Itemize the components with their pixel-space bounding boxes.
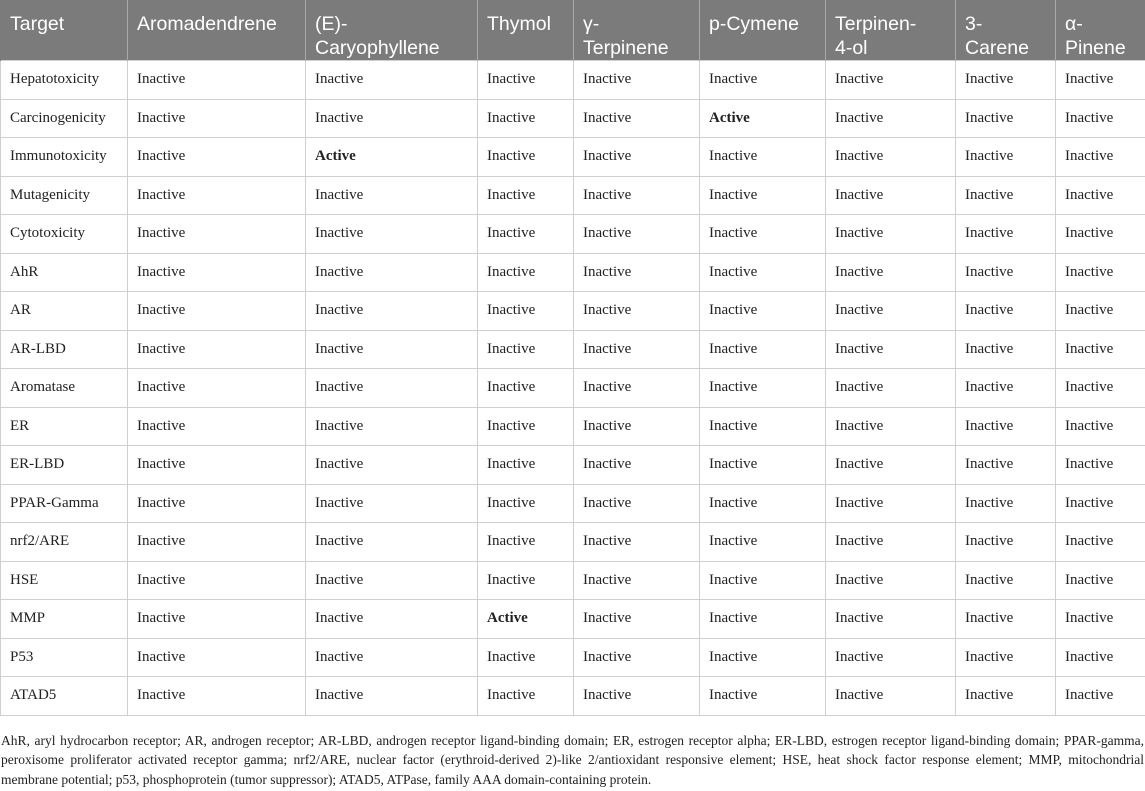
target-cell: Aromatase [1, 369, 128, 408]
activity-cell: Inactive [128, 677, 306, 716]
activity-cell: Inactive [956, 138, 1056, 177]
activity-cell: Inactive [306, 600, 478, 639]
activity-cell: Inactive [1056, 677, 1145, 716]
table-body [1, 61, 1145, 716]
activity-cell: Inactive [574, 484, 700, 523]
activity-cell: Inactive [700, 638, 826, 677]
table-row [1, 446, 1145, 485]
activity-cell: Inactive [700, 446, 826, 485]
target-cell: ER [1, 407, 128, 446]
activity-cell: Inactive [826, 138, 956, 177]
column-header-text: Caryophyllene [315, 37, 440, 59]
target-cell: ATAD5 [1, 677, 128, 716]
activity-cell: Inactive [306, 61, 478, 100]
activity-cell: Inactive [306, 484, 478, 523]
target-cell: HSE [1, 561, 128, 600]
column-header-text: Carene [965, 37, 1029, 59]
activity-cell: Inactive [1056, 253, 1145, 292]
column-header-text: Thymol [487, 13, 551, 35]
activity-cell: Inactive [700, 176, 826, 215]
activity-cell: Inactive [956, 484, 1056, 523]
activity-cell: Inactive [306, 330, 478, 369]
activity-cell: Inactive [700, 215, 826, 254]
activity-cell: Inactive [574, 407, 700, 446]
activity-cell: Inactive [700, 292, 826, 331]
activity-cell: Inactive [700, 369, 826, 408]
activity-cell: Inactive [956, 215, 1056, 254]
column-header-text: γ- [583, 13, 600, 35]
table-row [1, 561, 1145, 600]
activity-cell: Inactive [478, 446, 574, 485]
activity-cell: Inactive [478, 99, 574, 138]
activity-cell: Inactive [1056, 61, 1145, 100]
table-header-row [1, 0, 1145, 61]
activity-cell: Inactive [826, 99, 956, 138]
column-header-text: Pinene [1065, 37, 1126, 59]
activity-cell: Inactive [826, 253, 956, 292]
target-cell: Mutagenicity [1, 176, 128, 215]
activity-cell: Inactive [574, 600, 700, 639]
activity-cell: Inactive [574, 446, 700, 485]
activity-cell: Inactive [574, 523, 700, 562]
activity-cell: Inactive [128, 369, 306, 408]
activity-cell: Inactive [700, 484, 826, 523]
activity-cell: Inactive [826, 407, 956, 446]
column-header [306, 0, 478, 61]
activity-cell: Inactive [574, 176, 700, 215]
activity-cell: Inactive [826, 561, 956, 600]
activity-cell: Inactive [826, 677, 956, 716]
activity-cell: Inactive [128, 600, 306, 639]
activity-cell: Inactive [306, 176, 478, 215]
activity-cell: Inactive [700, 523, 826, 562]
activity-cell: Inactive [128, 407, 306, 446]
activity-cell: Inactive [700, 138, 826, 177]
activity-cell: Inactive [306, 369, 478, 408]
activity-cell: Inactive [1056, 600, 1145, 639]
activity-cell: Inactive [700, 677, 826, 716]
activity-cell: Inactive [306, 446, 478, 485]
activity-cell: Inactive [956, 523, 1056, 562]
activity-cell: Inactive [1056, 369, 1145, 408]
target-cell: ER-LBD [1, 446, 128, 485]
activity-cell: Inactive [956, 330, 1056, 369]
activity-cell: Inactive [478, 292, 574, 331]
activity-cell: Inactive [128, 99, 306, 138]
activity-cell: Inactive [956, 407, 1056, 446]
table-row [1, 523, 1145, 562]
column-header [478, 0, 574, 61]
target-cell: Immunotoxicity [1, 138, 128, 177]
activity-cell: Inactive [826, 446, 956, 485]
activity-cell: Inactive [128, 215, 306, 254]
column-header [1056, 0, 1145, 61]
activity-cell: Inactive [826, 292, 956, 331]
activity-cell: Inactive [826, 484, 956, 523]
activity-cell: Inactive [128, 61, 306, 100]
table-row [1, 484, 1145, 523]
table-row [1, 253, 1145, 292]
activity-cell: Inactive [1056, 292, 1145, 331]
target-cell: Cytotoxicity [1, 215, 128, 254]
column-header [956, 0, 1056, 61]
target-cell: nrf2/ARE [1, 523, 128, 562]
activity-cell: Inactive [478, 61, 574, 100]
column-header-text: Terpinene [583, 37, 669, 59]
table-row [1, 292, 1145, 331]
activity-cell: Inactive [826, 600, 956, 639]
table-row [1, 176, 1145, 215]
activity-cell: Inactive [1056, 330, 1145, 369]
activity-cell: Inactive [826, 369, 956, 408]
activity-cell: Active [700, 99, 826, 138]
activity-cell: Inactive [956, 600, 1056, 639]
activity-cell: Inactive [956, 446, 1056, 485]
activity-cell: Inactive [826, 61, 956, 100]
activity-cell: Inactive [826, 330, 956, 369]
activity-cell: Inactive [1056, 215, 1145, 254]
table-row [1, 61, 1145, 100]
activity-cell: Inactive [574, 330, 700, 369]
table-row [1, 600, 1145, 639]
activity-cell: Inactive [478, 638, 574, 677]
activity-cell: Inactive [574, 61, 700, 100]
activity-cell: Inactive [956, 99, 1056, 138]
activity-cell: Inactive [478, 484, 574, 523]
activity-cell: Inactive [1056, 523, 1145, 562]
activity-cell: Inactive [1056, 484, 1145, 523]
activity-cell: Inactive [956, 677, 1056, 716]
activity-cell: Inactive [956, 292, 1056, 331]
activity-cell: Inactive [478, 677, 574, 716]
activity-cell: Inactive [700, 561, 826, 600]
activity-cell: Inactive [478, 253, 574, 292]
column-header [700, 0, 826, 61]
column-header [826, 0, 956, 61]
table-row [1, 638, 1145, 677]
activity-cell: Inactive [700, 600, 826, 639]
activity-cell: Inactive [700, 407, 826, 446]
activity-cell: Inactive [1056, 138, 1145, 177]
activity-cell: Inactive [128, 484, 306, 523]
target-cell: AR-LBD [1, 330, 128, 369]
activity-cell: Inactive [826, 638, 956, 677]
column-header-target [1, 0, 128, 61]
column-header-text: 4-ol [835, 37, 868, 59]
activity-cell: Inactive [826, 176, 956, 215]
activity-cell: Inactive [128, 523, 306, 562]
activity-cell: Inactive [478, 369, 574, 408]
activity-cell: Inactive [574, 292, 700, 331]
activity-cell: Inactive [1056, 176, 1145, 215]
activity-cell: Inactive [574, 138, 700, 177]
column-header-text: p-Cymene [709, 13, 799, 35]
activity-cell: Inactive [128, 253, 306, 292]
activity-cell: Inactive [700, 330, 826, 369]
activity-cell: Inactive [956, 176, 1056, 215]
activity-cell: Inactive [478, 138, 574, 177]
activity-cell: Inactive [1056, 407, 1145, 446]
activity-cell: Inactive [306, 215, 478, 254]
activity-cell: Inactive [128, 561, 306, 600]
activity-cell: Inactive [128, 638, 306, 677]
target-cell: P53 [1, 638, 128, 677]
target-cell: AR [1, 292, 128, 331]
activity-cell: Inactive [1056, 446, 1145, 485]
activity-cell: Inactive [574, 677, 700, 716]
activity-cell: Inactive [128, 292, 306, 331]
activity-cell: Inactive [826, 523, 956, 562]
activity-cell: Inactive [478, 523, 574, 562]
table-row [1, 330, 1145, 369]
activity-cell: Active [306, 138, 478, 177]
table-row [1, 138, 1145, 177]
activity-cell: Inactive [128, 446, 306, 485]
column-header-text: Target [10, 13, 65, 35]
column-header-text: 3- [965, 13, 983, 35]
activity-cell: Inactive [306, 407, 478, 446]
table-row [1, 369, 1145, 408]
activity-cell: Inactive [478, 176, 574, 215]
activity-cell: Active [478, 600, 574, 639]
activity-cell: Inactive [574, 638, 700, 677]
activity-cell: Inactive [1056, 99, 1145, 138]
table-row [1, 677, 1145, 716]
activity-cell: Inactive [128, 176, 306, 215]
target-cell: Carcinogenicity [1, 99, 128, 138]
activity-cell: Inactive [478, 407, 574, 446]
activity-cell: Inactive [826, 215, 956, 254]
activity-cell: Inactive [306, 677, 478, 716]
column-header-text: Terpinen- [835, 13, 917, 35]
activity-cell: Inactive [574, 561, 700, 600]
activity-cell: Inactive [700, 61, 826, 100]
activity-cell: Inactive [956, 61, 1056, 100]
column-header [128, 0, 306, 61]
target-cell: PPAR-Gamma [1, 484, 128, 523]
target-cell: Hepatotoxicity [1, 61, 128, 100]
activity-cell: Inactive [956, 638, 1056, 677]
table-row [1, 407, 1145, 446]
activity-cell: Inactive [306, 561, 478, 600]
activity-cell: Inactive [478, 561, 574, 600]
activity-cell: Inactive [306, 99, 478, 138]
activity-cell: Inactive [1056, 561, 1145, 600]
activity-cell: Inactive [306, 253, 478, 292]
column-header-text: (E)- [315, 13, 348, 35]
activity-cell: Inactive [478, 215, 574, 254]
table-row [1, 215, 1145, 254]
target-cell: AhR [1, 253, 128, 292]
column-header-text: α- [1065, 13, 1083, 35]
column-header [574, 0, 700, 61]
activity-cell: Inactive [1056, 638, 1145, 677]
activity-cell: Inactive [574, 99, 700, 138]
activity-cell: Inactive [956, 561, 1056, 600]
activity-cell: Inactive [306, 638, 478, 677]
activity-cell: Inactive [574, 215, 700, 254]
column-header-text: Aromadendrene [137, 13, 277, 35]
activity-cell: Inactive [956, 369, 1056, 408]
activity-cell: Inactive [128, 330, 306, 369]
activity-cell: Inactive [128, 138, 306, 177]
target-cell: MMP [1, 600, 128, 639]
table-row [1, 99, 1145, 138]
activity-cell: Inactive [700, 253, 826, 292]
activity-cell: Inactive [956, 253, 1056, 292]
activity-cell: Inactive [574, 253, 700, 292]
activity-cell: Inactive [306, 292, 478, 331]
activity-cell: Inactive [306, 523, 478, 562]
activity-cell: Inactive [478, 330, 574, 369]
table-footnote: AhR, aryl hydrocarbon receptor; AR, androgen receptor; AR-LBD, androgen receptor ligand-binding domain; ER, estrogen receptor alpha; ER-LBD, estrogen receptor ligand-binding domain; PPAR-gamma, peroxisome proliferator activated receptor gamma; nrf2/ARE, nuclear factor (erythroid-derived 2)-like 2/antioxidant responsive element; HSE, heat shock factor response element; MMP, mitochondrial membrane potential; p53, phosphoprotein (tumor suppressor); ATAD5, ATPase, family AAA domain-containing protein. [1, 733, 1144, 787]
activity-cell: Inactive [574, 369, 700, 408]
